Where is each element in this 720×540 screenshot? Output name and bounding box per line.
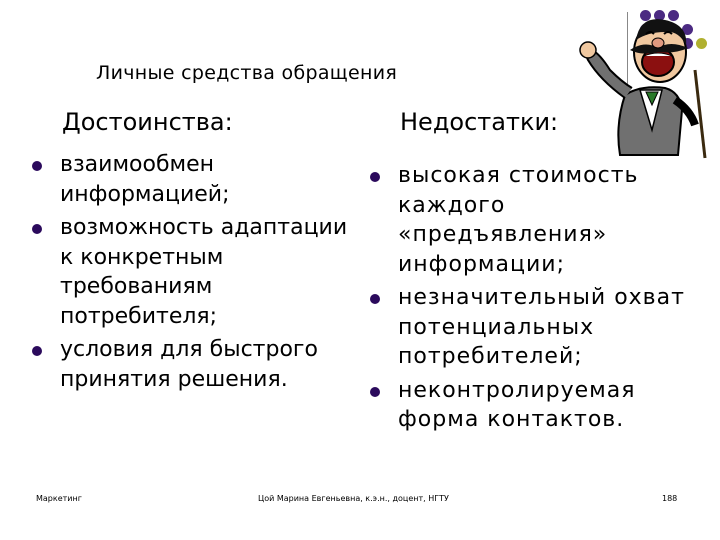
list-item: взаимообмен информацией; [32,150,352,209]
list-item: условия для быстрого принятия решения. [32,335,352,394]
bullet-icon [370,172,380,182]
bullet-icon [370,294,380,304]
list-item: высокая стоимость каждого «предъявления» информации; [370,161,715,279]
footer-author: Цой Марина Евгеньевна, к.э.н., доцент, НГТУ [258,494,449,503]
list-item: незначительный охват потенциальных потребителей; [370,283,715,372]
footer-page-number: 188 [662,494,678,503]
list-item: возможность адаптации к конкретным требованиям потребителя; [32,213,352,331]
slide-title: Личные средства обращения [96,62,398,84]
footer-course: Маркетинг [36,494,82,503]
bullet-icon [32,346,42,356]
list-item: неконтролируемая форма контактов. [370,376,715,435]
disadvantages-heading: Недостатки: [400,108,559,136]
bullet-icon [370,387,380,397]
bullet-icon [32,161,42,171]
laughing-man-icon [570,10,720,160]
advantages-list [32,150,352,398]
advantages-heading: Достоинства: [62,108,233,136]
disadvantages-list [370,161,715,439]
bullet-icon [32,224,42,234]
